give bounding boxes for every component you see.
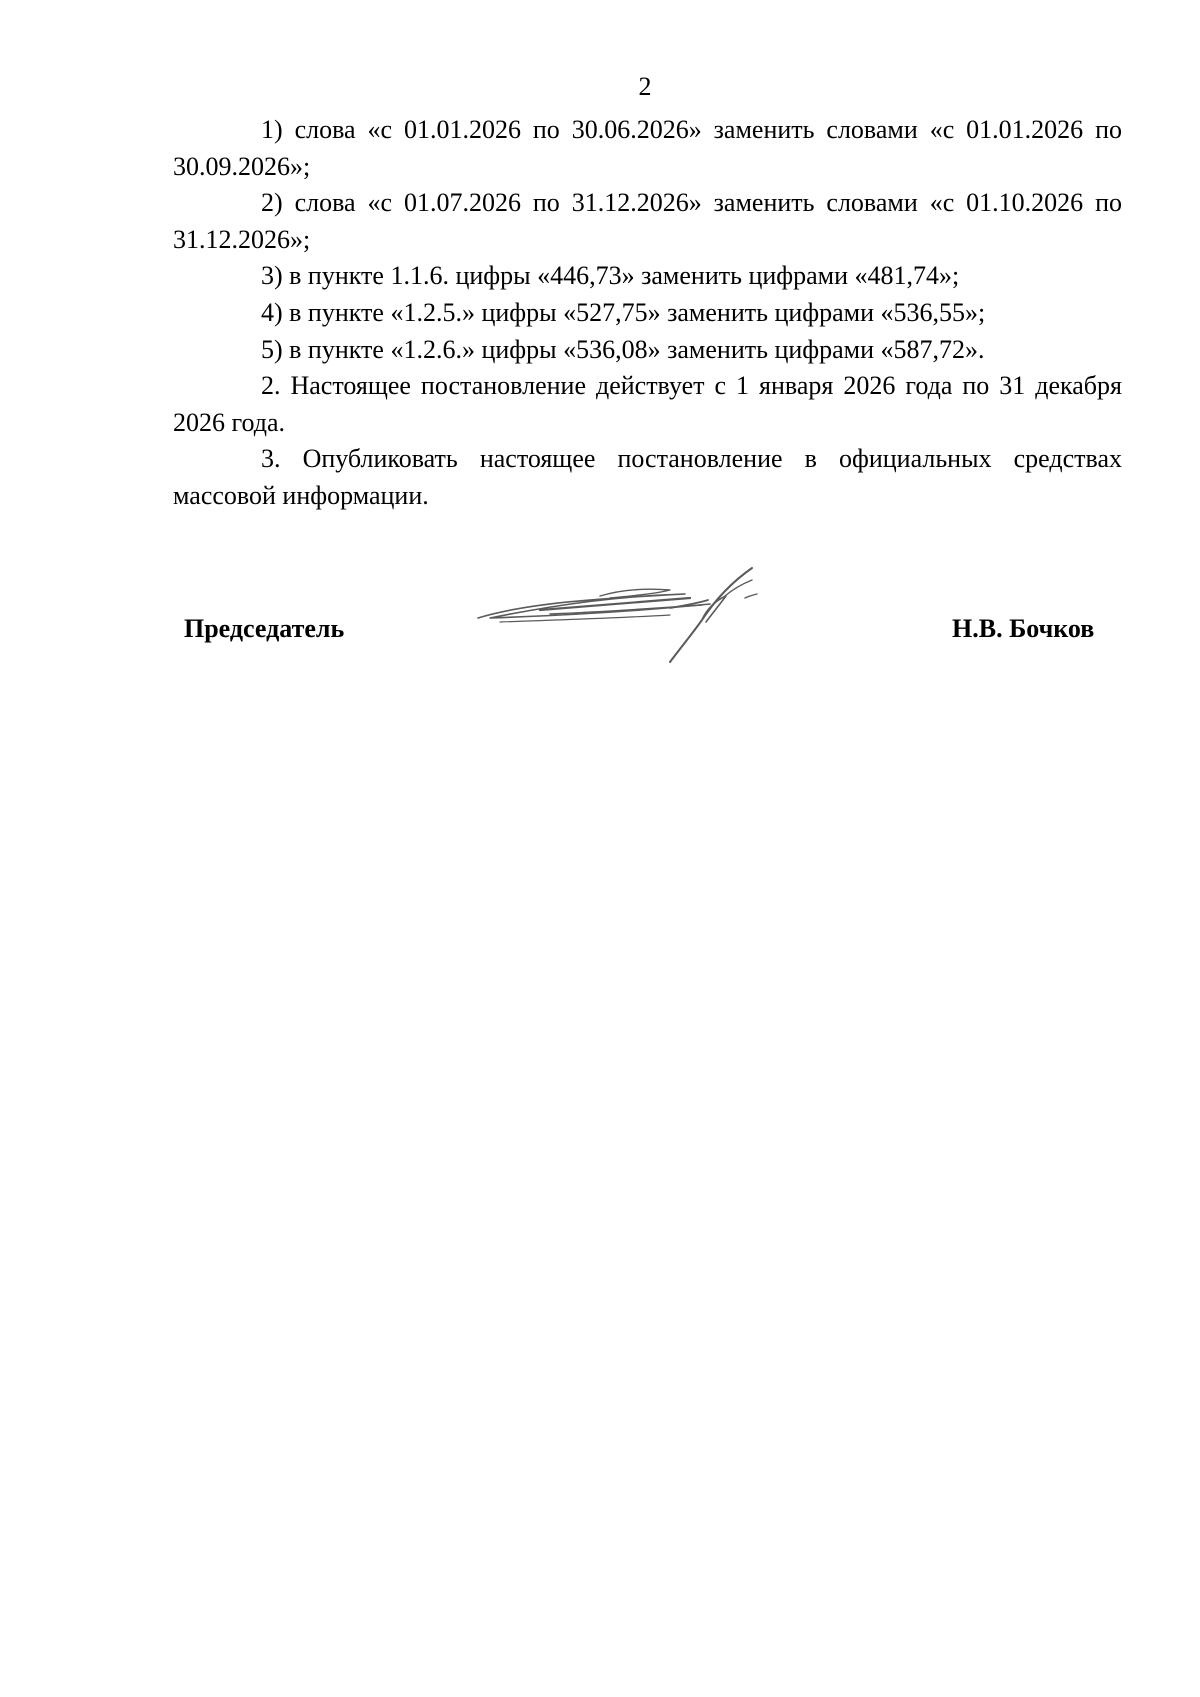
signer-name: Н.В. Бочков (952, 614, 1095, 643)
document-body (173, 112, 1122, 515)
paragraph-publication: 3. Опубликовать настоящее постановление в официальных средствах массовой информации. (173, 444, 1122, 510)
paragraph-item-3: 3) в пункте 1.1.6. цифры «446,73» заменить цифрами «481,74»; (261, 261, 960, 291)
handwritten-signature-icon (470, 560, 790, 670)
paragraph-item-5: 5) в пункте «1.2.6.» цифры «536,08» заменить цифрами «587,72». (261, 334, 985, 364)
paragraph-item-1: 1) слова «с 01.01.2026 по 30.06.2026» заменить словами «с 01.01.2026 по 30.09.2026»; (173, 115, 1122, 181)
paragraph-item-4: 4) в пункте «1.2.5.» цифры «527,75» заменить цифрами «536,55»; (261, 297, 986, 327)
page-number: 2 (638, 72, 652, 101)
signer-title: Председатель (184, 614, 345, 643)
paragraph-item-2: 2) слова «с 01.07.2026 по 31.12.2026» заменить словами «с 01.10.2026 по 31.12.2026»; (173, 188, 1122, 254)
signature-block (0, 560, 1200, 670)
paragraph-validity-period: 2. Настоящее постановление действует с 1 января 2026 года по 31 декабря 2026 года. (173, 371, 1122, 437)
